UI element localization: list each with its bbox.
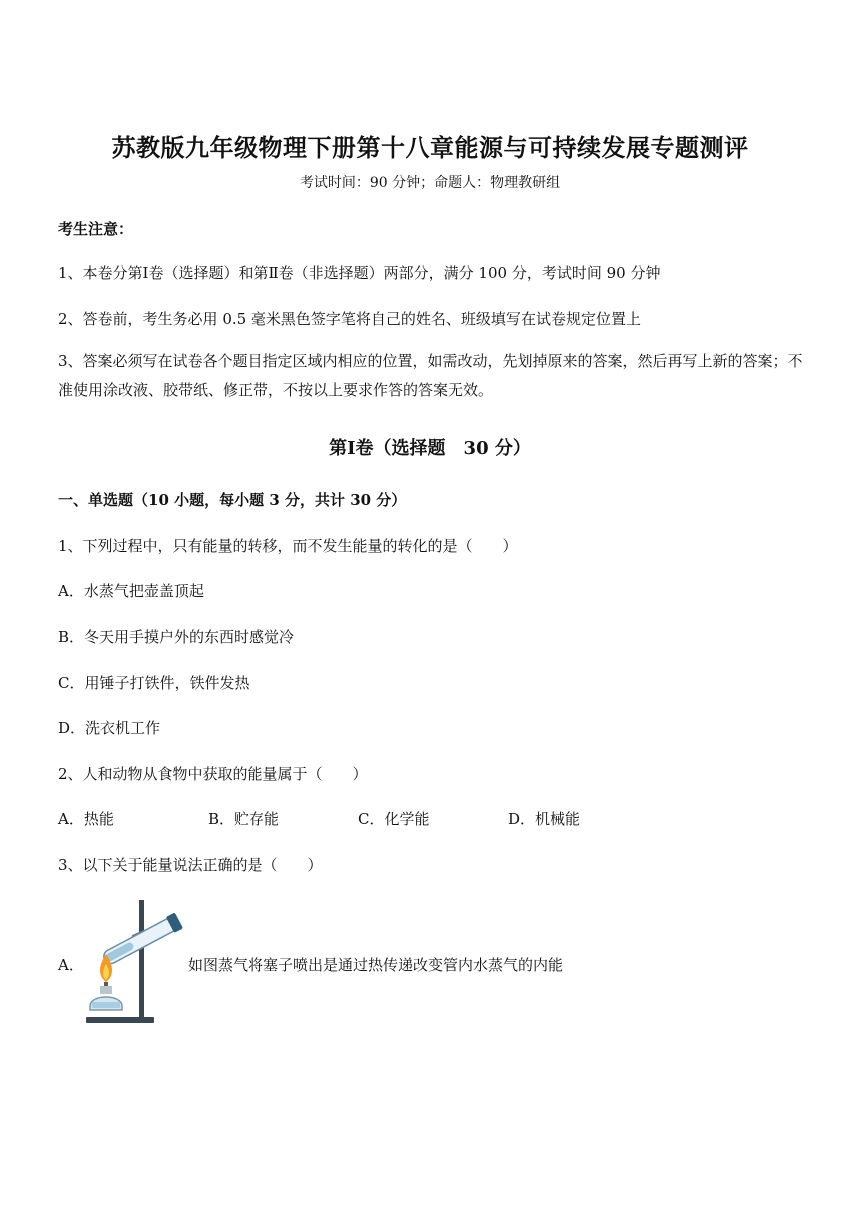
question-3-stem: 3、以下关于能量说法正确的是（ ）	[58, 856, 323, 874]
test-tube-apparatus-illustration	[80, 896, 190, 1028]
part-heading: 一、单选题（10 小题，每小题 3 分，共计 30 分）	[58, 491, 407, 509]
exam-info: 考试时间：90 分钟；命题人：物理教研组	[299, 175, 561, 191]
question-1-stem: 1、下列过程中，只有能量的转移，而不发生能量的转化的是（ ）	[58, 537, 518, 555]
question-2-option-b: B．贮存能	[208, 810, 280, 828]
question-1-option-c: C．用锤子打铁件，铁件发热	[58, 674, 250, 692]
section-title: 第Ⅰ卷（选择题 30 分）	[329, 438, 531, 459]
question-1-option-b: B．冬天用手摸户外的东西时感觉冷	[58, 628, 295, 646]
question-2-stem: 2、人和动物从食物中获取的能量属于（ ）	[58, 765, 368, 783]
question-3-option-a-text: 如图蒸气将塞子喷出是通过热传递改变管内水蒸气的内能	[188, 956, 564, 974]
page-title: 苏教版九年级物理下册第十八章能源与可持续发展专题测评	[111, 133, 749, 162]
question-2-option-c: C．化学能	[358, 810, 430, 828]
notice-item-1: 1、本卷分第Ⅰ卷（选择题）和第Ⅱ卷（非选择题）两部分，满分 100 分，考试时间 90 分钟	[58, 264, 661, 282]
question-2-option-a: A．热能	[58, 810, 114, 828]
stand-rod	[139, 900, 144, 1020]
notice-item-2: 2、答卷前，考生务必用 0.5 毫米黑色签字笔将自己的姓名、班级填写在试卷规定位置上	[58, 310, 641, 328]
question-1-option-d: D．洗衣机工作	[58, 719, 161, 737]
notice-heading: 考生注意：	[58, 220, 134, 238]
question-1-option-a: A．水蒸气把壶盖顶起	[58, 582, 204, 600]
notice-item-3: 3、答案必须写在试卷各个题目指定区域内相应的位置，如需改动，先划掉原来的答案，然后再写上新的答案；不准使用涂改液、胶带纸、修正带，不按以上要求作答的答案无效。	[58, 352, 803, 399]
question-2-option-d: D．机械能	[508, 810, 581, 828]
question-3-option-a-label: A．	[58, 956, 84, 974]
